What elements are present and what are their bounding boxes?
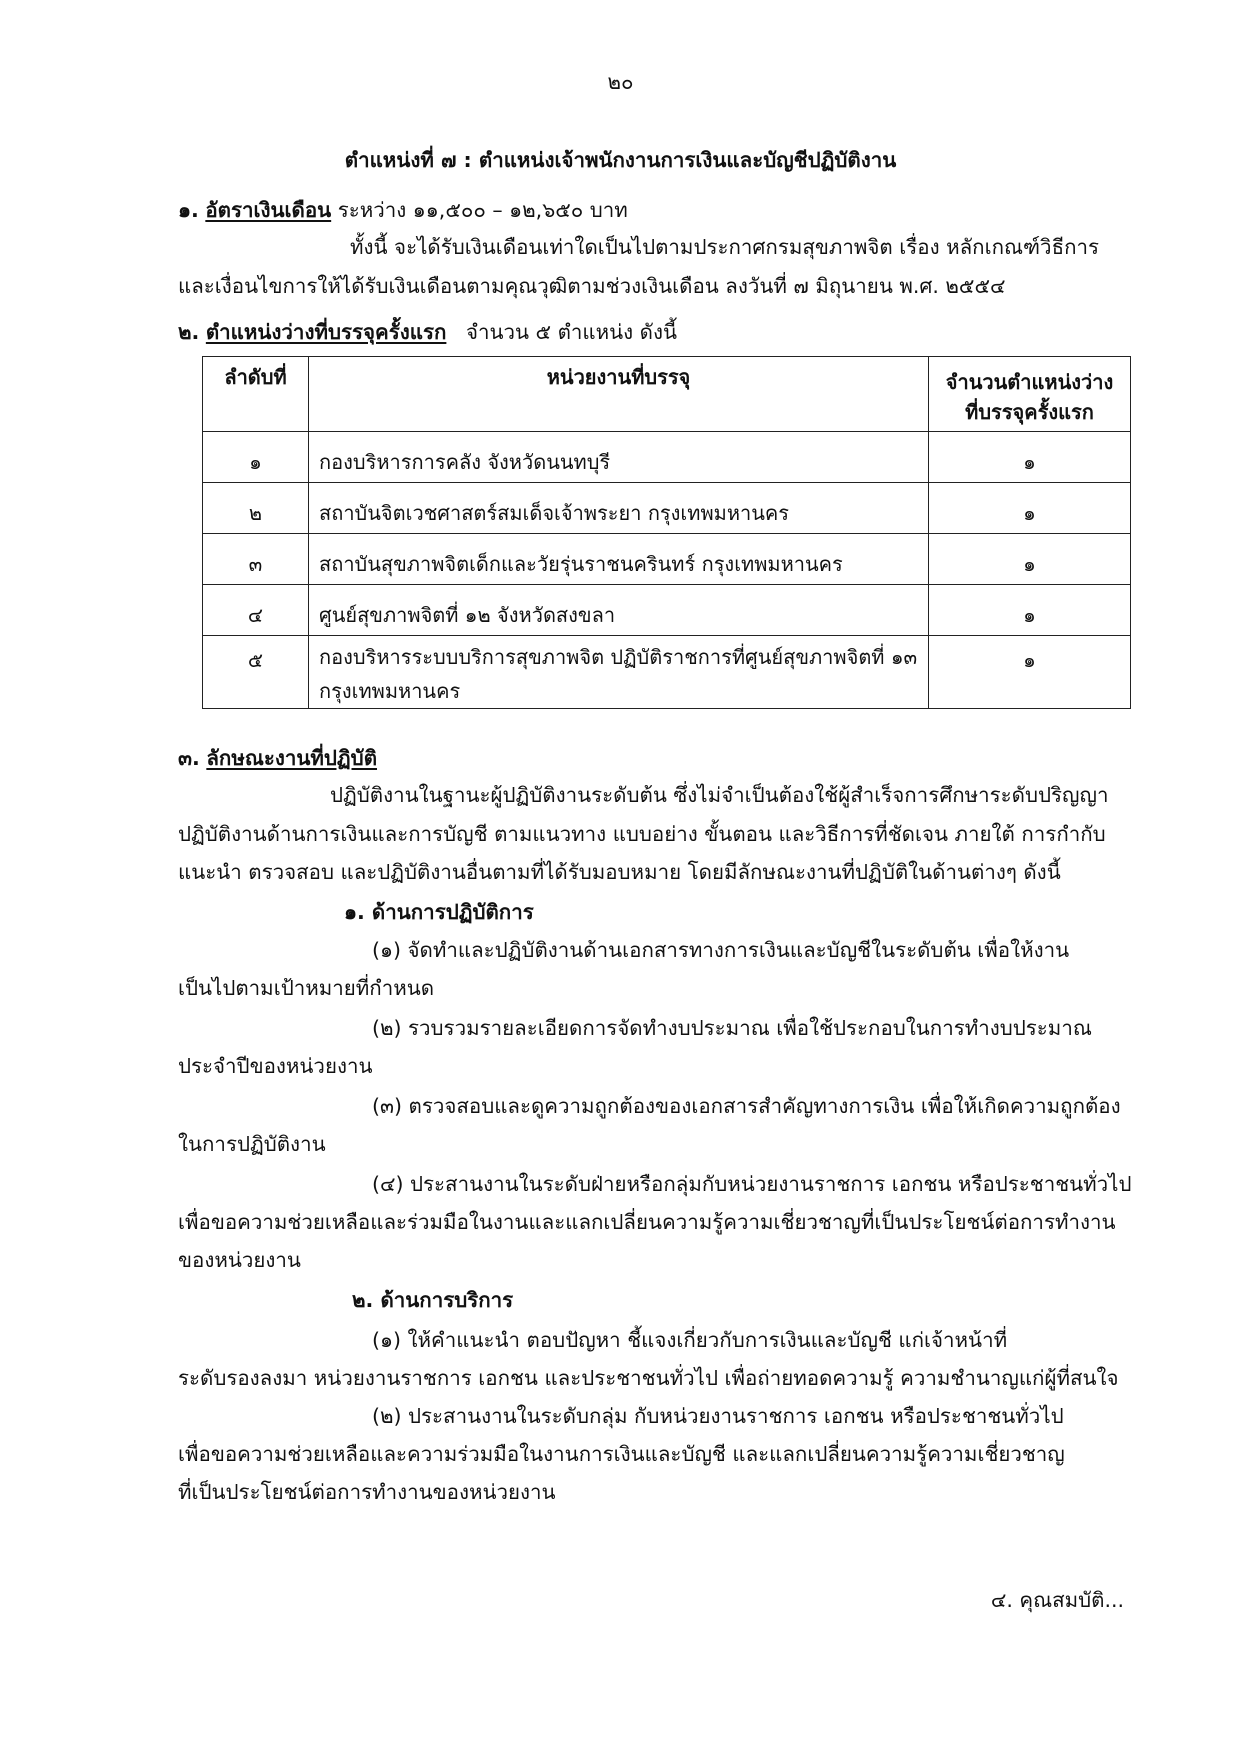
section-number: ๑. [178,198,199,222]
salary-section [178,200,628,221]
duties-section [178,748,377,769]
ops-item-line: (๔) ประสานงานในระดับฝ่ายหรือกลุ่มกับหน่วยงานราชการ เอกชน หรือประชาชนทั่วไป [372,1172,1132,1196]
row-unit: สถาบันจิตเวชศาสตร์สมเด็จเจ้าพระยา กรุงเทพมหานคร [319,501,790,525]
ops-item-line: เป็นไปตามเป้าหมายที่กำหนด [178,976,435,1000]
table-header-row [203,357,1131,432]
duties-intro-line: ปฏิบัติงานด้านการเงินและการบัญชี ตามแนวทาง แบบอย่าง ขั้นตอน และวิธีการที่ชัดเจน ภายใต้ การกำกับ [178,822,1106,846]
row-index: ๑ [249,450,262,474]
section-number: ๓. [178,746,200,770]
row-unit: สถาบันสุขภาพจิตเด็กและวัยรุ่นราชนครินทร์ กรุงเทพมหานคร [319,552,843,576]
vacancy-table [202,356,1131,709]
vacancy-section [178,322,677,343]
ops-item-line: ประจำปีของหน่วยงาน [178,1054,373,1078]
header-index: ลำดับที่ [203,357,309,432]
ops-item-line: (๑) จัดทำและปฏิบัติงานด้านเอกสารทางการเงินและบัญชีในระดับต้น เพื่อให้งาน [372,938,1070,962]
salary-heading: อัตราเงินเดือน [205,198,332,222]
row-index: ๓ [248,552,263,576]
continuation-note: ๔. คุณสมบัติ... [990,1588,1124,1612]
service-item-line: เพื่อขอความช่วยเหลือและความร่วมมือในงานการเงินและบัญชี และแลกเปลี่ยนความรู้ความเชี่ยวชาญ [178,1442,1065,1466]
service-item-line: ที่เป็นประโยชน์ต่อการทำงานของหน่วยงาน [178,1480,556,1504]
header-count-line: จำนวนตำแหน่งว่าง [945,370,1114,394]
service-item-line: ระดับรองลงมา หน่วยงานราชการ เอกชน และประชาชนทั่วไป เพื่อถ่ายทอดความรู้ ความชำนาญแก่ผู้ที่สนใจ [178,1366,1119,1390]
header-count-line: ที่บรรจุครั้งแรก [965,400,1094,424]
header-count [929,357,1131,432]
table-row [203,432,1131,483]
table-row [203,483,1131,534]
row-index: ๒ [248,501,263,525]
ops-item-line: เพื่อขอความช่วยเหลือและร่วมมือในงานและแลกเปลี่ยนความรู้ความเชี่ยวชาญที่เป็นประโยชน์ต่อการทำงาน [178,1210,1116,1234]
salary-range: ระหว่าง ๑๑,๕๐๐ – ๑๒,๖๕๐ บาท [337,198,628,222]
row-count: ๑ [1023,501,1036,525]
row-count: ๑ [1023,552,1036,576]
section-number: ๒. [178,320,200,344]
ops-item-line: (๒) รวบรวมรายละเอียดการจัดทำงบประมาณ เพื่อใช้ประกอบในการทำงบประมาณ [372,1016,1092,1040]
service-item-line: (๒) ประสานงานในระดับกลุ่ม กับหน่วยงานราชการ เอกชน หรือประชาชนทั่วไป [372,1404,1064,1428]
page-number: ๒๐ [607,70,634,94]
salary-note-line: และเงื่อนไขการให้ได้รับเงินเดือนตามคุณวุฒิตามช่วงเงินเดือน ลงวันที่ ๗ มิถุนายน พ.ศ. ๒๕๕๔ [178,274,1006,298]
service-heading: ๒. ด้านการบริการ [352,1288,514,1312]
table-row [203,534,1131,585]
duties-intro-line: ปฏิบัติงานในฐานะผู้ปฏิบัติงานระดับต้น ซึ่งไม่จำเป็นต้องใช้ผู้สำเร็จการศึกษาระดับปริญญา [330,783,1109,807]
row-unit: กองบริหารระบบบริการสุขภาพจิต ปฏิบัติราชการที่ศูนย์สุขภาพจิตที่ ๑๓ กรุงเทพมหานคร [319,645,918,703]
ops-item-line: ของหน่วยงาน [178,1248,301,1272]
row-count: ๑ [1023,648,1036,672]
duties-intro-line: แนะนำ ตรวจสอบ และปฏิบัติงานอื่นตามที่ได้รับมอบหมาย โดยมีลักษณะงานที่ปฏิบัติในด้านต่างๆ ดังนี้ [178,860,1061,884]
duties-heading: ลักษณะงานที่ปฏิบัติ [206,746,378,770]
table-row [203,636,1131,709]
ops-item-line: ในการปฏิบัติงาน [178,1132,326,1156]
row-unit: กองบริหารการคลัง จังหวัดนนทบุรี [319,450,611,474]
row-index: ๔ [247,603,264,627]
row-index: ๕ [247,648,264,672]
vacancy-summary: จำนวน ๕ ตำแหน่ง ดังนี้ [465,320,677,344]
service-item-line: (๑) ให้คำแนะนำ ตอบปัญหา ชี้แจงเกี่ยวกับการเงินและบัญชี แก่เจ้าหน้าที่ [372,1328,1008,1352]
vacancy-heading: ตำแหน่งว่างที่บรรจุครั้งแรก [205,320,447,344]
row-count: ๑ [1023,603,1036,627]
row-count: ๑ [1023,450,1036,474]
ops-heading: ๑. ด้านการปฏิบัติการ [344,900,534,924]
header-unit: หน่วยงานที่บรรจุ [309,357,929,432]
salary-note-line: ทั้งนี้ จะได้รับเงินเดือนเท่าใดเป็นไปตามประกาศกรมสุขภาพจิต เรื่อง หลักเกณฑ์วิธีการ [350,235,1100,259]
table-row [203,585,1131,636]
row-unit: ศูนย์สุขภาพจิตที่ ๑๒ จังหวัดสงขลา [319,603,616,627]
page-title: ตำแหน่งที่ ๗ : ตำแหน่งเจ้าพนักงานการเงินและบัญชีปฏิบัติงาน [344,148,897,172]
ops-item-line: (๓) ตรวจสอบและดูความถูกต้องของเอกสารสำคัญทางการเงิน เพื่อให้เกิดความถูกต้อง [372,1094,1121,1118]
